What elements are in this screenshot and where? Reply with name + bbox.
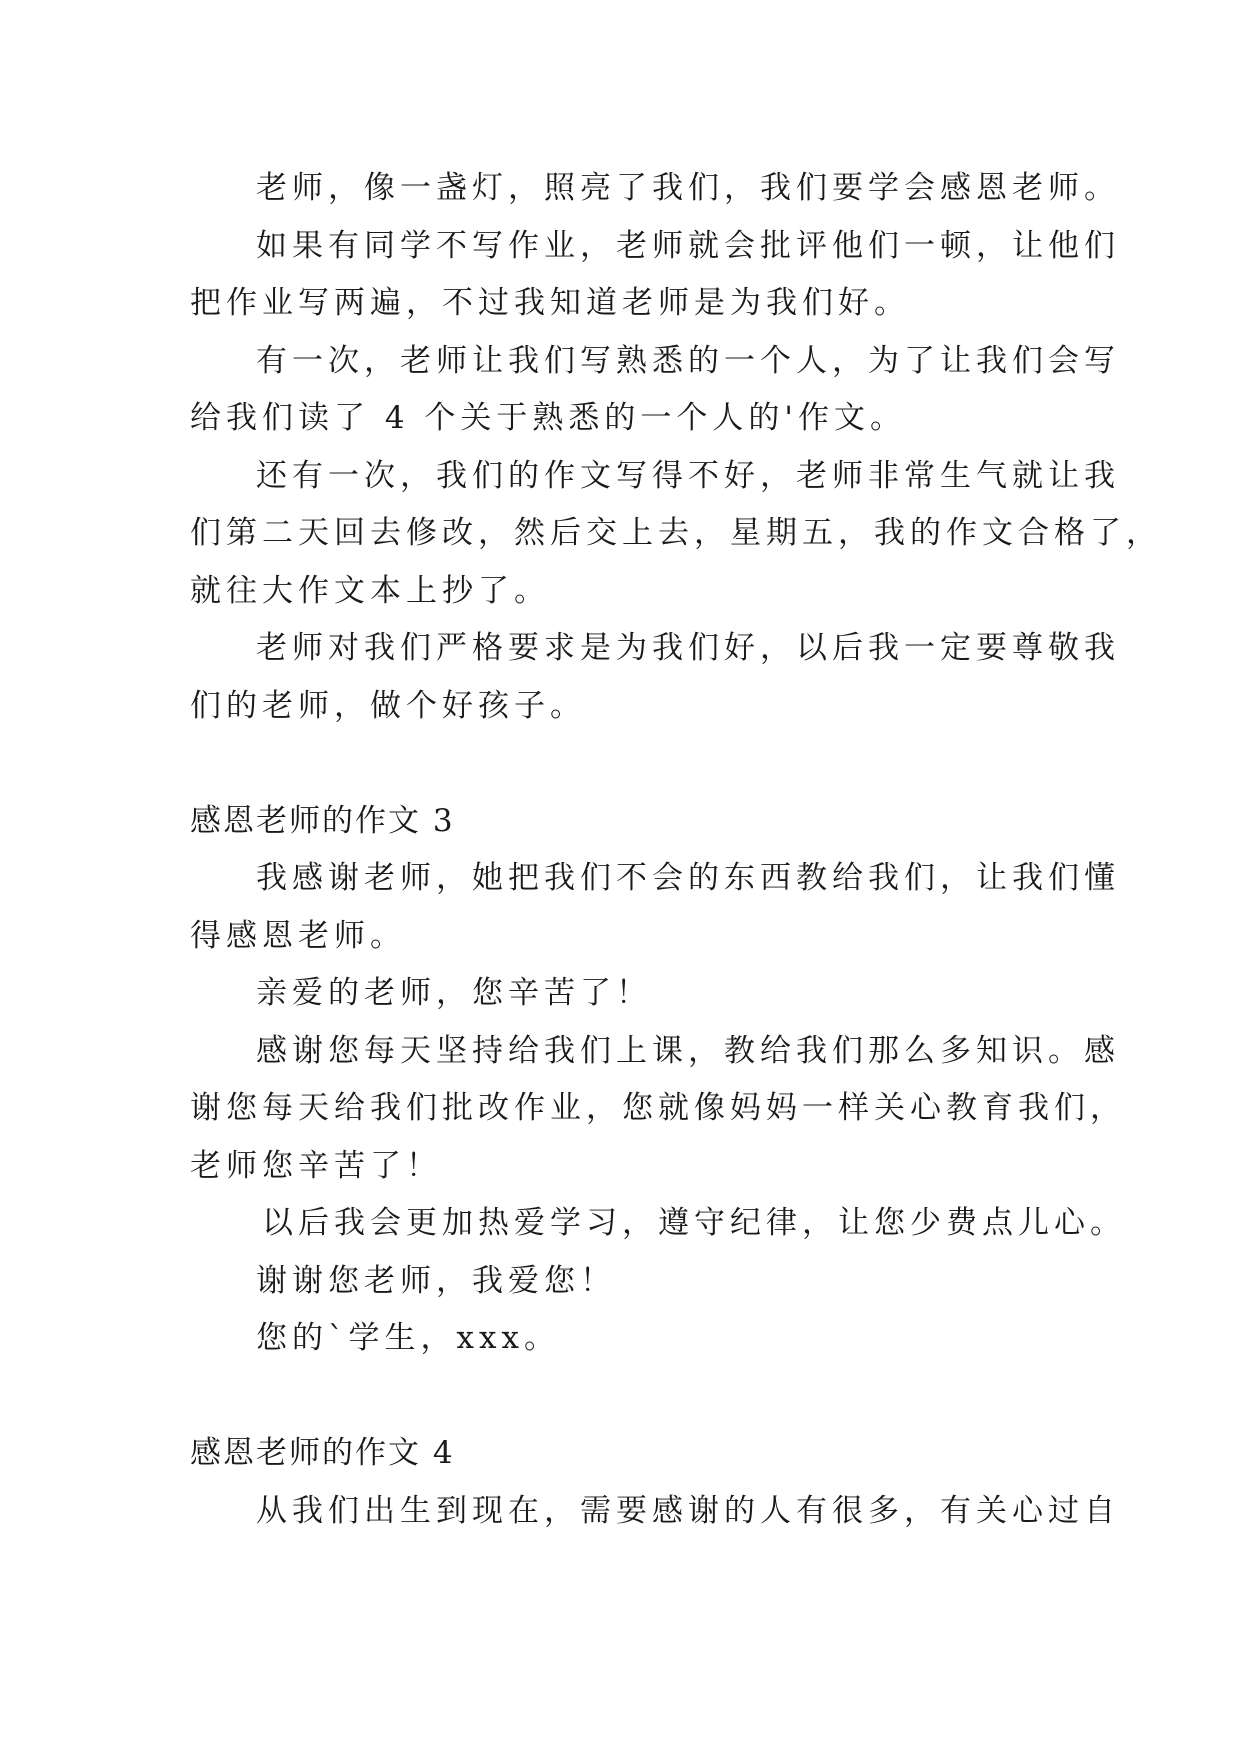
- paragraph-line: 以后我会更加热爱学习，遵守纪律，让您少费点儿心。: [262, 1205, 1126, 1241]
- section-title: 感恩老师的作文 3: [190, 803, 455, 839]
- paragraph-line: 谢谢您老师，我爱您！: [256, 1263, 616, 1299]
- paragraph-line: 得感恩老师。: [190, 918, 406, 954]
- paragraph-line: 老师您辛苦了！: [190, 1148, 442, 1184]
- paragraph-line: 亲爱的老师，您辛苦了！: [256, 975, 652, 1011]
- paragraph-line: 把作业写两遍，不过我知道老师是为我们好。: [190, 285, 910, 321]
- paragraph-line: 有一次，老师让我们写熟悉的一个人，为了让我们会写: [256, 343, 1120, 379]
- paragraph-line: 就往大作文本上抄了。: [190, 573, 550, 609]
- paragraph-line: 如果有同学不写作业，老师就会批评他们一顿，让他们: [256, 228, 1120, 264]
- paragraph-line: 您的`学生，xxx。: [256, 1320, 560, 1356]
- paragraph-line: 们的老师，做个好孩子。: [190, 688, 586, 724]
- paragraph-line: 们第二天回去修改，然后交上去，星期五，我的作文合格了，: [190, 515, 1162, 551]
- paragraph-line: 我感谢老师，她把我们不会的东西教给我们，让我们懂: [256, 860, 1120, 896]
- paragraph-line: 从我们出生到现在，需要感谢的人有很多，有关心过自: [256, 1493, 1120, 1529]
- paragraph-line: 老师对我们严格要求是为我们好，以后我一定要尊敬我: [256, 630, 1120, 666]
- paragraph-line: 感谢您每天坚持给我们上课，教给我们那么多知识。感: [256, 1033, 1120, 1069]
- section-title: 感恩老师的作文 4: [190, 1435, 455, 1471]
- paragraph-line: 给我们读了 4 个关于熟悉的一个人的'作文。: [190, 400, 906, 436]
- paragraph-line: 还有一次，我们的作文写得不好，老师非常生气就让我: [256, 458, 1120, 494]
- paragraph-line: 谢您每天给我们批改作业，您就像妈妈一样关心教育我们，: [190, 1090, 1126, 1126]
- paragraph-line: 老师，像一盏灯，照亮了我们，我们要学会感恩老师。: [256, 170, 1120, 206]
